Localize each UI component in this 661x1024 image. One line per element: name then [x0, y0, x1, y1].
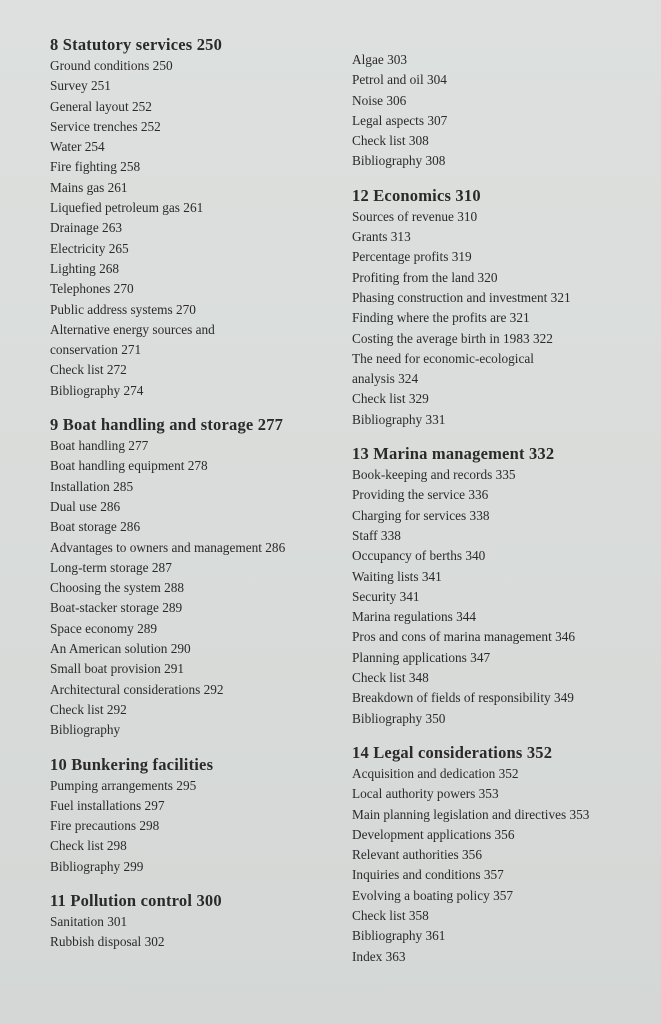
- chapter-heading: 10 Bunkering facilities: [50, 754, 214, 774]
- contents-entry: Relevant authorities 356: [352, 847, 482, 863]
- section-spacer: [352, 430, 652, 443]
- contents-entry: Check list 358: [352, 907, 429, 923]
- contents-left-column: [50, 34, 340, 953]
- contents-entry: Sanitation 301: [50, 913, 128, 929]
- contents-entry: Breakdown of fields of responsibility 349: [352, 690, 574, 706]
- chapter-heading: 11 Pollution control 300: [50, 890, 222, 910]
- contents-entry: Boat storage 286: [50, 519, 141, 535]
- contents-entry: Petrol and oil 304: [352, 72, 447, 88]
- contents-section: [50, 754, 340, 877]
- contents-entry: Marina regulations 344: [352, 609, 477, 625]
- contents-entry: Bibliography 361: [352, 928, 446, 944]
- contents-entry: Acquisition and dedication 352: [352, 765, 519, 781]
- contents-entry: Check list 298: [50, 838, 127, 854]
- contents-entry: Pros and cons of marina management 346: [352, 629, 576, 645]
- contents-entry: Boat handling 277: [50, 438, 149, 454]
- contents-entry: Architectural considerations 292: [50, 681, 224, 697]
- contents-entry: analysis 324: [352, 371, 419, 387]
- contents-entry: Check list 329: [352, 391, 429, 407]
- section-spacer: [50, 401, 340, 414]
- chapter-heading: 9 Boat handling and storage 277: [50, 415, 284, 435]
- contents-entry: Pumping arrangements 295: [50, 777, 197, 793]
- contents-section: [50, 34, 340, 401]
- section-spacer: [50, 741, 340, 754]
- contents-entry: Fire fighting 258: [50, 159, 141, 175]
- contents-entry: Long-term storage 287: [50, 559, 172, 575]
- contents-section: [352, 185, 652, 430]
- contents-entry: Ground conditions 250: [50, 58, 173, 73]
- contents-entry: Bibliography: [50, 722, 121, 738]
- contents-entry: Bibliography 331: [352, 411, 446, 427]
- contents-entry: Bibliography 274: [50, 382, 144, 398]
- contents-entry: Main planning legislation and directives 353: [352, 806, 590, 822]
- contents-entry: Lighting 268: [50, 260, 120, 276]
- contents-entry: Telephones 270: [50, 281, 134, 297]
- contents-entry: Check list 272: [50, 362, 127, 378]
- chapter-heading: 13 Marina management 332: [352, 444, 555, 464]
- contents-entry: Bibliography 350: [352, 710, 446, 726]
- contents-entry: Fuel installations 297: [50, 797, 165, 813]
- contents-entry: Liquefied petroleum gas 261: [50, 200, 204, 216]
- contents-section: [50, 414, 340, 740]
- contents-entry: Survey 251: [50, 78, 111, 94]
- contents-entry: Small boat provision 291: [50, 661, 185, 677]
- contents-entry: Development applications 356: [352, 826, 515, 842]
- contents-entry: Public address systems 270: [50, 301, 196, 317]
- contents-entry: Electricity 265: [50, 240, 129, 256]
- contents-entry: Dual use 286: [50, 498, 121, 514]
- contents-entry: Phasing construction and investment 321: [352, 289, 571, 305]
- contents-entry: Mains gas 261: [50, 179, 128, 195]
- contents-entry: Rubbish disposal 302: [50, 934, 165, 950]
- chapter-heading: 8 Statutory services 250: [50, 35, 223, 54]
- section-spacer: [50, 877, 340, 890]
- section-spacer: [352, 729, 652, 742]
- contents-entry: Percentage profits 319: [352, 249, 472, 265]
- contents-entry: Charging for services 338: [352, 507, 490, 523]
- contents-entry: Grants 313: [352, 229, 411, 245]
- contents-entry: Security 341: [352, 588, 420, 604]
- contents-entry: Service trenches 252: [50, 118, 161, 134]
- contents-entry: Finding where the profits are 321: [352, 310, 530, 326]
- contents-entry: The need for economic-ecological: [352, 350, 535, 366]
- contents-entry: Bibliography 308: [352, 153, 446, 169]
- contents-section: [352, 742, 652, 967]
- contents-entry: General layout 252: [50, 98, 152, 114]
- contents-section: [352, 443, 652, 729]
- contents-entry: Fire precautions 298: [50, 818, 160, 834]
- contents-entry: Staff 338: [352, 527, 401, 543]
- contents-entry: Occupancy of berths 340: [352, 548, 486, 564]
- contents-section: [352, 50, 652, 172]
- chapter-heading: 12 Economics 310: [352, 185, 481, 205]
- contents-entry: Drainage 263: [50, 220, 122, 236]
- contents-entry: Costing the average birth in 1983 322: [352, 330, 553, 346]
- contents-entry: Space economy 289: [50, 620, 158, 636]
- contents-entry: Advantages to owners and management 286: [50, 539, 286, 555]
- contents-entry: Evolving a boating policy 357: [352, 887, 514, 903]
- contents-entry: Boat-stacker storage 289: [50, 600, 183, 616]
- contents-entry: Book-keeping and records 335: [352, 467, 516, 483]
- contents-entry: Choosing the system 288: [50, 580, 185, 596]
- chapter-heading: 14 Legal considerations 352: [352, 742, 553, 762]
- contents-entry: Check list 308: [352, 133, 429, 149]
- contents-section: [50, 890, 340, 953]
- contents-entry: An American solution 290: [50, 641, 191, 657]
- contents-entry: Boat handling equipment 278: [50, 458, 208, 474]
- section-spacer: [352, 172, 652, 185]
- contents-entry: Alternative energy sources and: [50, 321, 215, 337]
- contents-entry: Bibliography 299: [50, 858, 144, 874]
- contents-entry: Check list 348: [352, 670, 429, 686]
- contents-entry: Profiting from the land 320: [352, 269, 498, 285]
- contents-entry: Inquiries and conditions 357: [352, 867, 504, 883]
- contents-entry: Index 363: [352, 948, 406, 964]
- contents-entry: Sources of revenue 310: [352, 208, 478, 224]
- contents-entry: Installation 285: [50, 478, 134, 494]
- contents-entry: Algae 303: [352, 52, 408, 67]
- contents-entry: Check list 292: [50, 701, 127, 717]
- contents-right-column: [352, 50, 652, 967]
- contents-entry: Waiting lists 341: [352, 568, 442, 584]
- contents-entry: Providing the service 336: [352, 487, 489, 503]
- contents-entry: Legal aspects 307: [352, 112, 448, 128]
- contents-entry: conservation 271: [50, 342, 142, 358]
- contents-entry: Noise 306: [352, 92, 407, 108]
- contents-entry: Planning applications 347: [352, 649, 491, 665]
- contents-entry: Water 254: [50, 139, 105, 155]
- contents-entry: Local authority powers 353: [352, 786, 499, 802]
